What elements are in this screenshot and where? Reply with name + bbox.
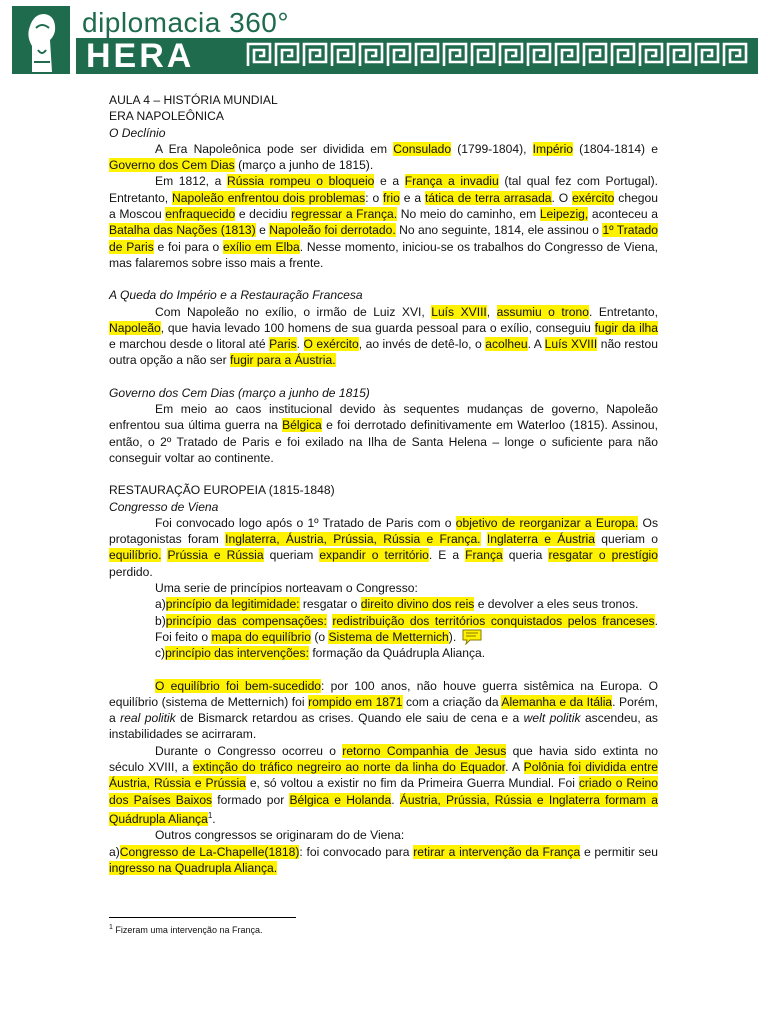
brand-name: diplomacia 360°: [82, 7, 290, 38]
section-title: RESTAURAÇÃO EUROPEIA (1815-1848): [109, 483, 335, 498]
section-title: ERA NAPOLEÔNICA: [109, 109, 224, 124]
lesson-title: AULA 4 – HISTÓRIA MUNDIAL: [109, 93, 278, 107]
footnote-divider: [109, 917, 296, 918]
footnote: $^1$ Fizeram uma intervenção na França.: [109, 924, 263, 935]
list-item: a)princípio da legitimidade: resgatar o direito divino dos reis e devolver a eles seus tronos.: [155, 597, 639, 612]
brand-hera: HERA: [86, 37, 195, 75]
paragraph: Foi convocado logo após o 1º Tratado de Paris com o objetivo de reorganizar a Europa. Os protagonistas foram Inglaterra, Áustria, Prússia, Rússia e França. Inglaterra e Áustria queriam o equilíbrio. Prússia e Rússia queriam expandir o território. E a França queria resgatar o prestígio perdido.: [109, 515, 658, 579]
subsection-title: Governo dos Cem Dias (março a junho de 1815): [109, 385, 370, 400]
paragraph: A Era Napoleônica pode ser dividida em Consulado (1799-1804), Império (1804-1814) e Governo dos Cem Dias (março a junho de 1815).: [109, 141, 658, 173]
paragraph: Uma serie de princípios norteavam o Congresso:: [155, 581, 418, 596]
comment-icon[interactable]: [462, 629, 482, 645]
paragraph: Em meio ao caos institucional devido às sequentes mudanças de governo, Napoleão enfrentou sua última guerra na Bélgica e foi derrotado definitivamente em Waterloo (1815). Assinou, então, o 2º Tratado de Paris e foi exilado na Ilha de Santa Helena – longe o suficiente para não conseguir voltar ao continente.: [109, 402, 658, 465]
list-item: c)princípio das intervenções: formação da Quádrupla Aliança.: [155, 646, 486, 661]
paragraph: Com Napoleão no exílio, o irmão de Luiz XVI, Luís XVIII, assumiu o trono. Entretanto, Napoleão, que havia levado 100 homens de sua guarda pessoal para o exílio, conseguiu fugir da ilha e marchou desde o litoral até Paris. O exército, ao invés de detê-lo, o acolheu. A Luís XVIII não restou outra opção a não ser fugir para a Áustria.: [109, 304, 658, 368]
paragraph: Durante o Congresso ocorreu o retorno Companhia de Jesus que havia sido extinta no século XVIII, a extinção do tráfico negreiro ao norte da linha do Equador. A Polônia foi dividida entre Áustria, Rússia e Prússia e, só voltou a existir no fim da Primeira Guerra Mundial. Foi criado o Reino dos Países Baixos formado por Bélgica e Holanda. Áustria, Prússia, Rússia e Inglaterra formam a Quádrupla Aliança$^1$.: [109, 743, 659, 826]
paragraph: O equilíbrio foi bem-sucedido: por 100 anos, não houve guerra sistêmica na Europa. O equilíbrio (sistema de Metternich) foi rompido em 1871 com a criação da Alemanha e da Itália. Porém, a real politik de Bismarck retardou as crises. Quando ele saiu de cena e a welt politik ascendeu, as instabilidades se acirraram.: [109, 678, 659, 742]
document-header: [0, 0, 768, 80]
document-body: [109, 92, 658, 876]
subsection-title: Congresso de Viena: [109, 499, 219, 514]
greek-key-border-icon: [246, 42, 750, 68]
paragraph: Em 1812, a Rússia rompeu o bloqueio e a França a invadiu (tal qual fez com Portugal). Entretanto, Napoleão enfrentou dois problemas: o frio e a tática de terra arrasada. O exército chegou a Moscou enfraquecido e decidiu regressar a França. No meio do caminho, em Leipezig, aconteceu a Batalha das Nações (1813) e Napoleão foi derrotado. No ano seguinte, 1814, ele assinou o 1º Tratado de Paris e foi para o exílio em Elba. Nesse momento, iniciou-se os trabalhos do Congresso de Viena, mas falaremos sobre isso mais a frente.: [109, 174, 659, 270]
list-item: b)princípio das compensações: redistribuição dos territórios conquistados pelos franceses. Foi feito o mapa do equilíbrio (o Sistema de Metternich).: [155, 613, 658, 644]
footnote-ref[interactable]: 1: [207, 810, 213, 820]
list-item: a)Congresso de La-Chapelle(1818): foi convocado para retirar a intervenção da França e permitir seu ingresso na Quadrupla Aliança.: [109, 844, 658, 875]
paragraph: Outros congressos se originaram do de Viena:: [155, 828, 405, 843]
subsection-title: A Queda do Império e a Restauração Francesa: [109, 288, 363, 303]
hera-statue-logo-icon: [12, 6, 70, 74]
subsection-title: O Declínio: [109, 125, 166, 140]
